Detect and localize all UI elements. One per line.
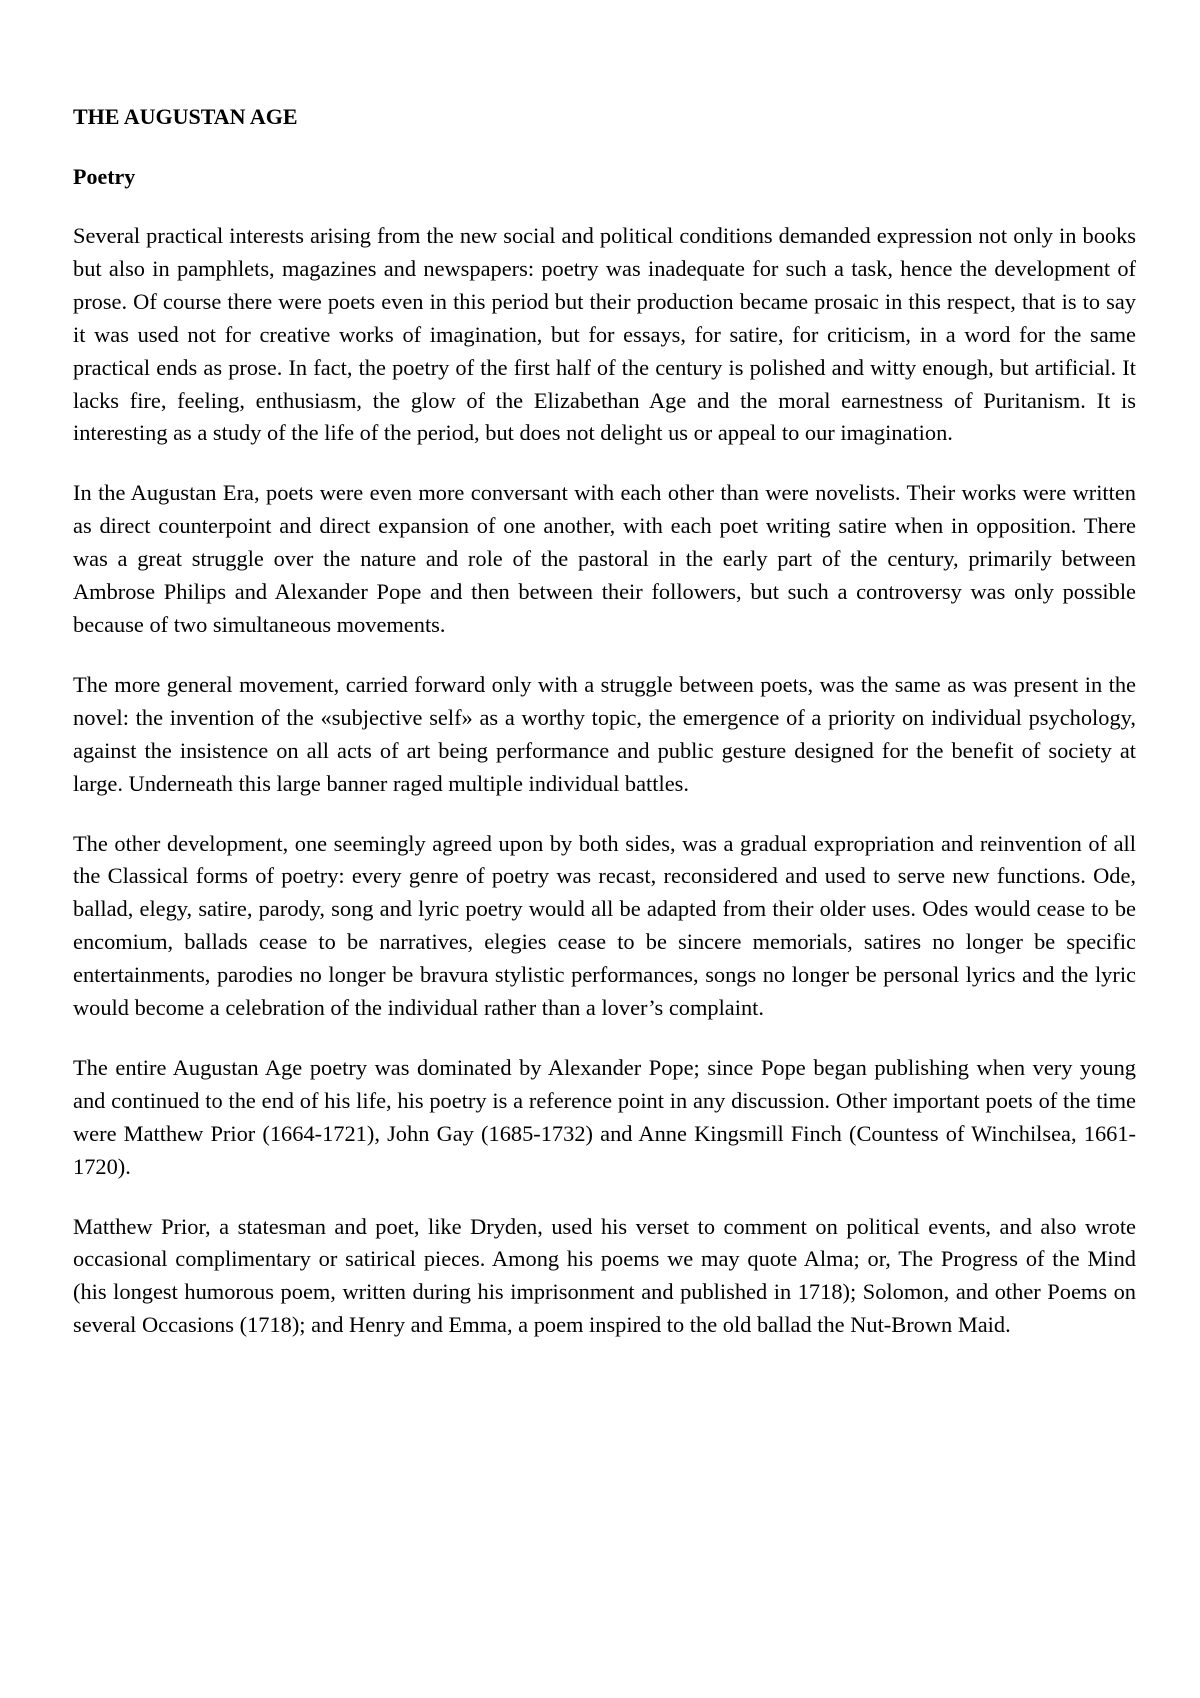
- paragraph: Several practical interests arising from the new social and political conditions demanded expression not only in books but also in pamphlets, magazines and newspapers: poetry was inadequate for such a task, hence the development of prose. Of course there were poets even in this period but their production became prosaic in this respect, that is to say it was used not for creative works of imagination, but for essays, for satire, for criticism, in a word for the same practical ends as prose. In fact, the poetry of the first half of the century is polished and witty enough, but artificial. It lacks fire, feeling, enthusiasm, the glow of the Elizabethan Age and the moral earnestness of Puritanism. It is interesting as a study of the life of the period, but does not delight us or appeal to our imagination.: [73, 223, 1136, 446]
- paragraph: The more general movement, carried forward only with a struggle between poets, was the same as was present in the novel: the invention of the «subjective self» as a worthy topic, the emergence of a priority on individual psychology, against the insistence on all acts of art being performance and public gesture designed for the benefit of society at large. Underneath this large banner raged multiple individual battles.: [73, 671, 1136, 796]
- paragraph: Matthew Prior, a statesman and poet, like Dryden, used his verset to comment on political events, and also wrote occasional complimentary or satirical pieces. Among his poems we may quote Alma; or, The Progress of the Mind (his longest humorous poem, written during his imprisonment and published in 1718); Solomon, and other Poems on several Occasions (1718); and Henry and Emma, a poem inspired to the old ballad the Nut-Brown Maid.: [73, 1213, 1136, 1338]
- section-heading: Poetry: [73, 164, 136, 189]
- document-body: [73, 100, 1136, 1369]
- paragraph: The entire Augustan Age poetry was dominated by Alexander Pope; since Pope began publishing when very young and continued to the end of his life, his poetry is a reference point in any discussion. Other important poets of the time were Matthew Prior (1664-1721), John Gay (1685-1732) and Anne Kingsmill Finch (Countess of Winchilsea, 1661-1720).: [73, 1054, 1136, 1179]
- document-title: THE AUGUSTAN AGE: [73, 104, 298, 129]
- paragraph: The other development, one seemingly agreed upon by both sides, was a gradual expropriation and reinvention of all the Classical forms of poetry: every genre of poetry was recast, reconsidered and used to serve new functions. Ode, ballad, elegy, satire, parody, song and lyric poetry would all be adapted from their older uses. Odes would cease to be encomium, ballads cease to be narratives, elegies cease to be sincere memorials, satires no longer be specific entertainments, parodies no longer be bravura stylistic performances, songs no longer be personal lyrics and the lyric would become a celebration of the individual rather than a lover’s complaint.: [73, 830, 1136, 1021]
- paragraph: In the Augustan Era, poets were even more conversant with each other than were novelists. Their works were written as direct counterpoint and direct expansion of one another, with each poet writing satire when in opposition. There was a great struggle over the nature and role of the pastoral in the early part of the century, primarily between Ambrose Philips and Alexander Pope and then between their followers, but such a controversy was only possible because of two simultaneous movements.: [73, 480, 1136, 637]
